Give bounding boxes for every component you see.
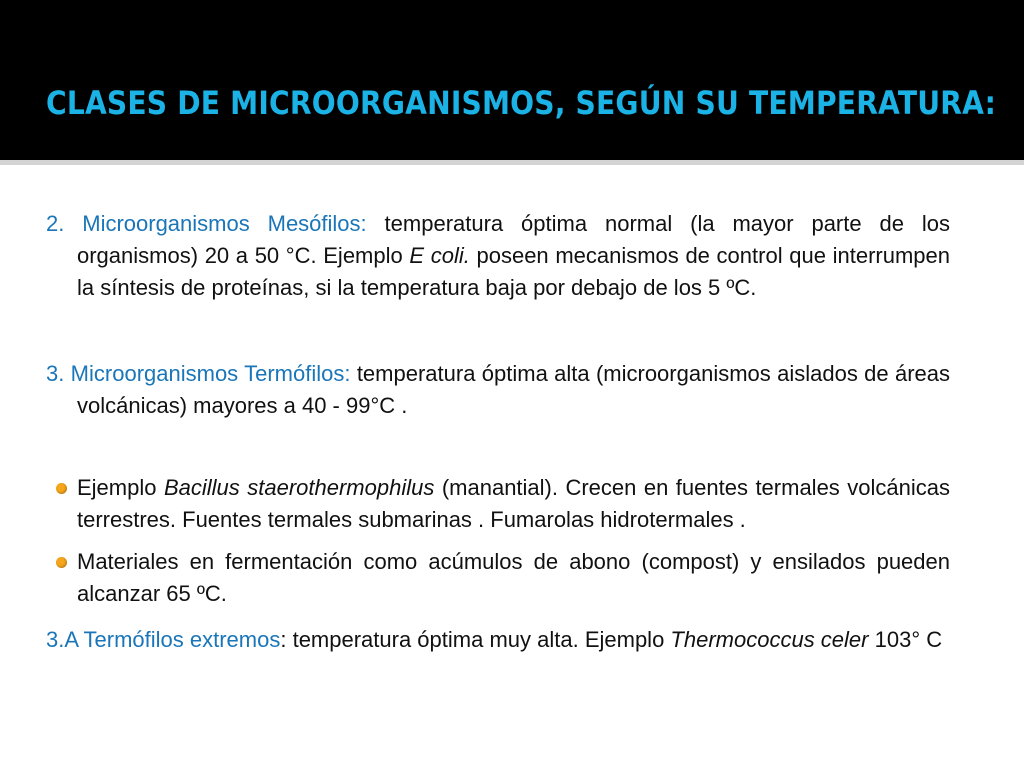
bullet-text: Ejemplo	[77, 475, 164, 500]
paragraph-mesofilos	[46, 208, 950, 304]
paragraph-text: poseen mecanismos de control que interrumpen la síntesis de proteínas, si la temperatura baja por debajo de los 5 ºC.	[77, 243, 950, 300]
species-name: E coli.	[409, 243, 470, 268]
paragraph-label: 3.A Termófilos extremos	[46, 627, 281, 652]
title-bar	[0, 0, 1024, 160]
paragraph-label: 2. Microorganismos Mesófilos:	[46, 211, 367, 236]
species-name: Thermococcus celer	[670, 627, 869, 652]
bullet-text: Materiales en fermentación como acúmulos de abono (compost) y ensilados pueden alcanzar 65 ºC.	[77, 549, 950, 606]
title-divider	[0, 160, 1024, 165]
bullet-dot-icon	[56, 557, 67, 568]
paragraph-termofilos	[46, 358, 950, 422]
paragraph-termofilos-extremos	[46, 624, 950, 656]
slide-body	[46, 208, 950, 656]
slide-title: CLASES DE MICROORGANISMOS, SEGÚN SU TEMPERATURA:	[46, 84, 997, 122]
paragraph-text: temperatura óptima alta (microorganismos aislados de áreas volcánicas) mayores a 40 - 99°C .	[77, 361, 950, 418]
paragraph-label: 3. Microorganismos Termófilos:	[46, 361, 351, 386]
paragraph-text: : temperatura óptima muy alta. Ejemplo	[280, 627, 671, 652]
list-item	[46, 472, 950, 536]
bullet-text: (manantial). Crecen en fuentes termales volcánicas terrestres. Fuentes termales submarinas . Fumarolas hidrotermales .	[77, 475, 950, 532]
species-name: Bacillus staerothermophilus	[163, 475, 435, 500]
list-item	[46, 546, 950, 610]
paragraph-text: 103° C	[868, 627, 943, 652]
bullet-list	[46, 472, 950, 610]
bullet-dot-icon	[56, 483, 67, 494]
paragraph-text: temperatura óptima normal (la mayor parte de los organismos) 20 a 50 °C. Ejemplo	[77, 211, 950, 268]
